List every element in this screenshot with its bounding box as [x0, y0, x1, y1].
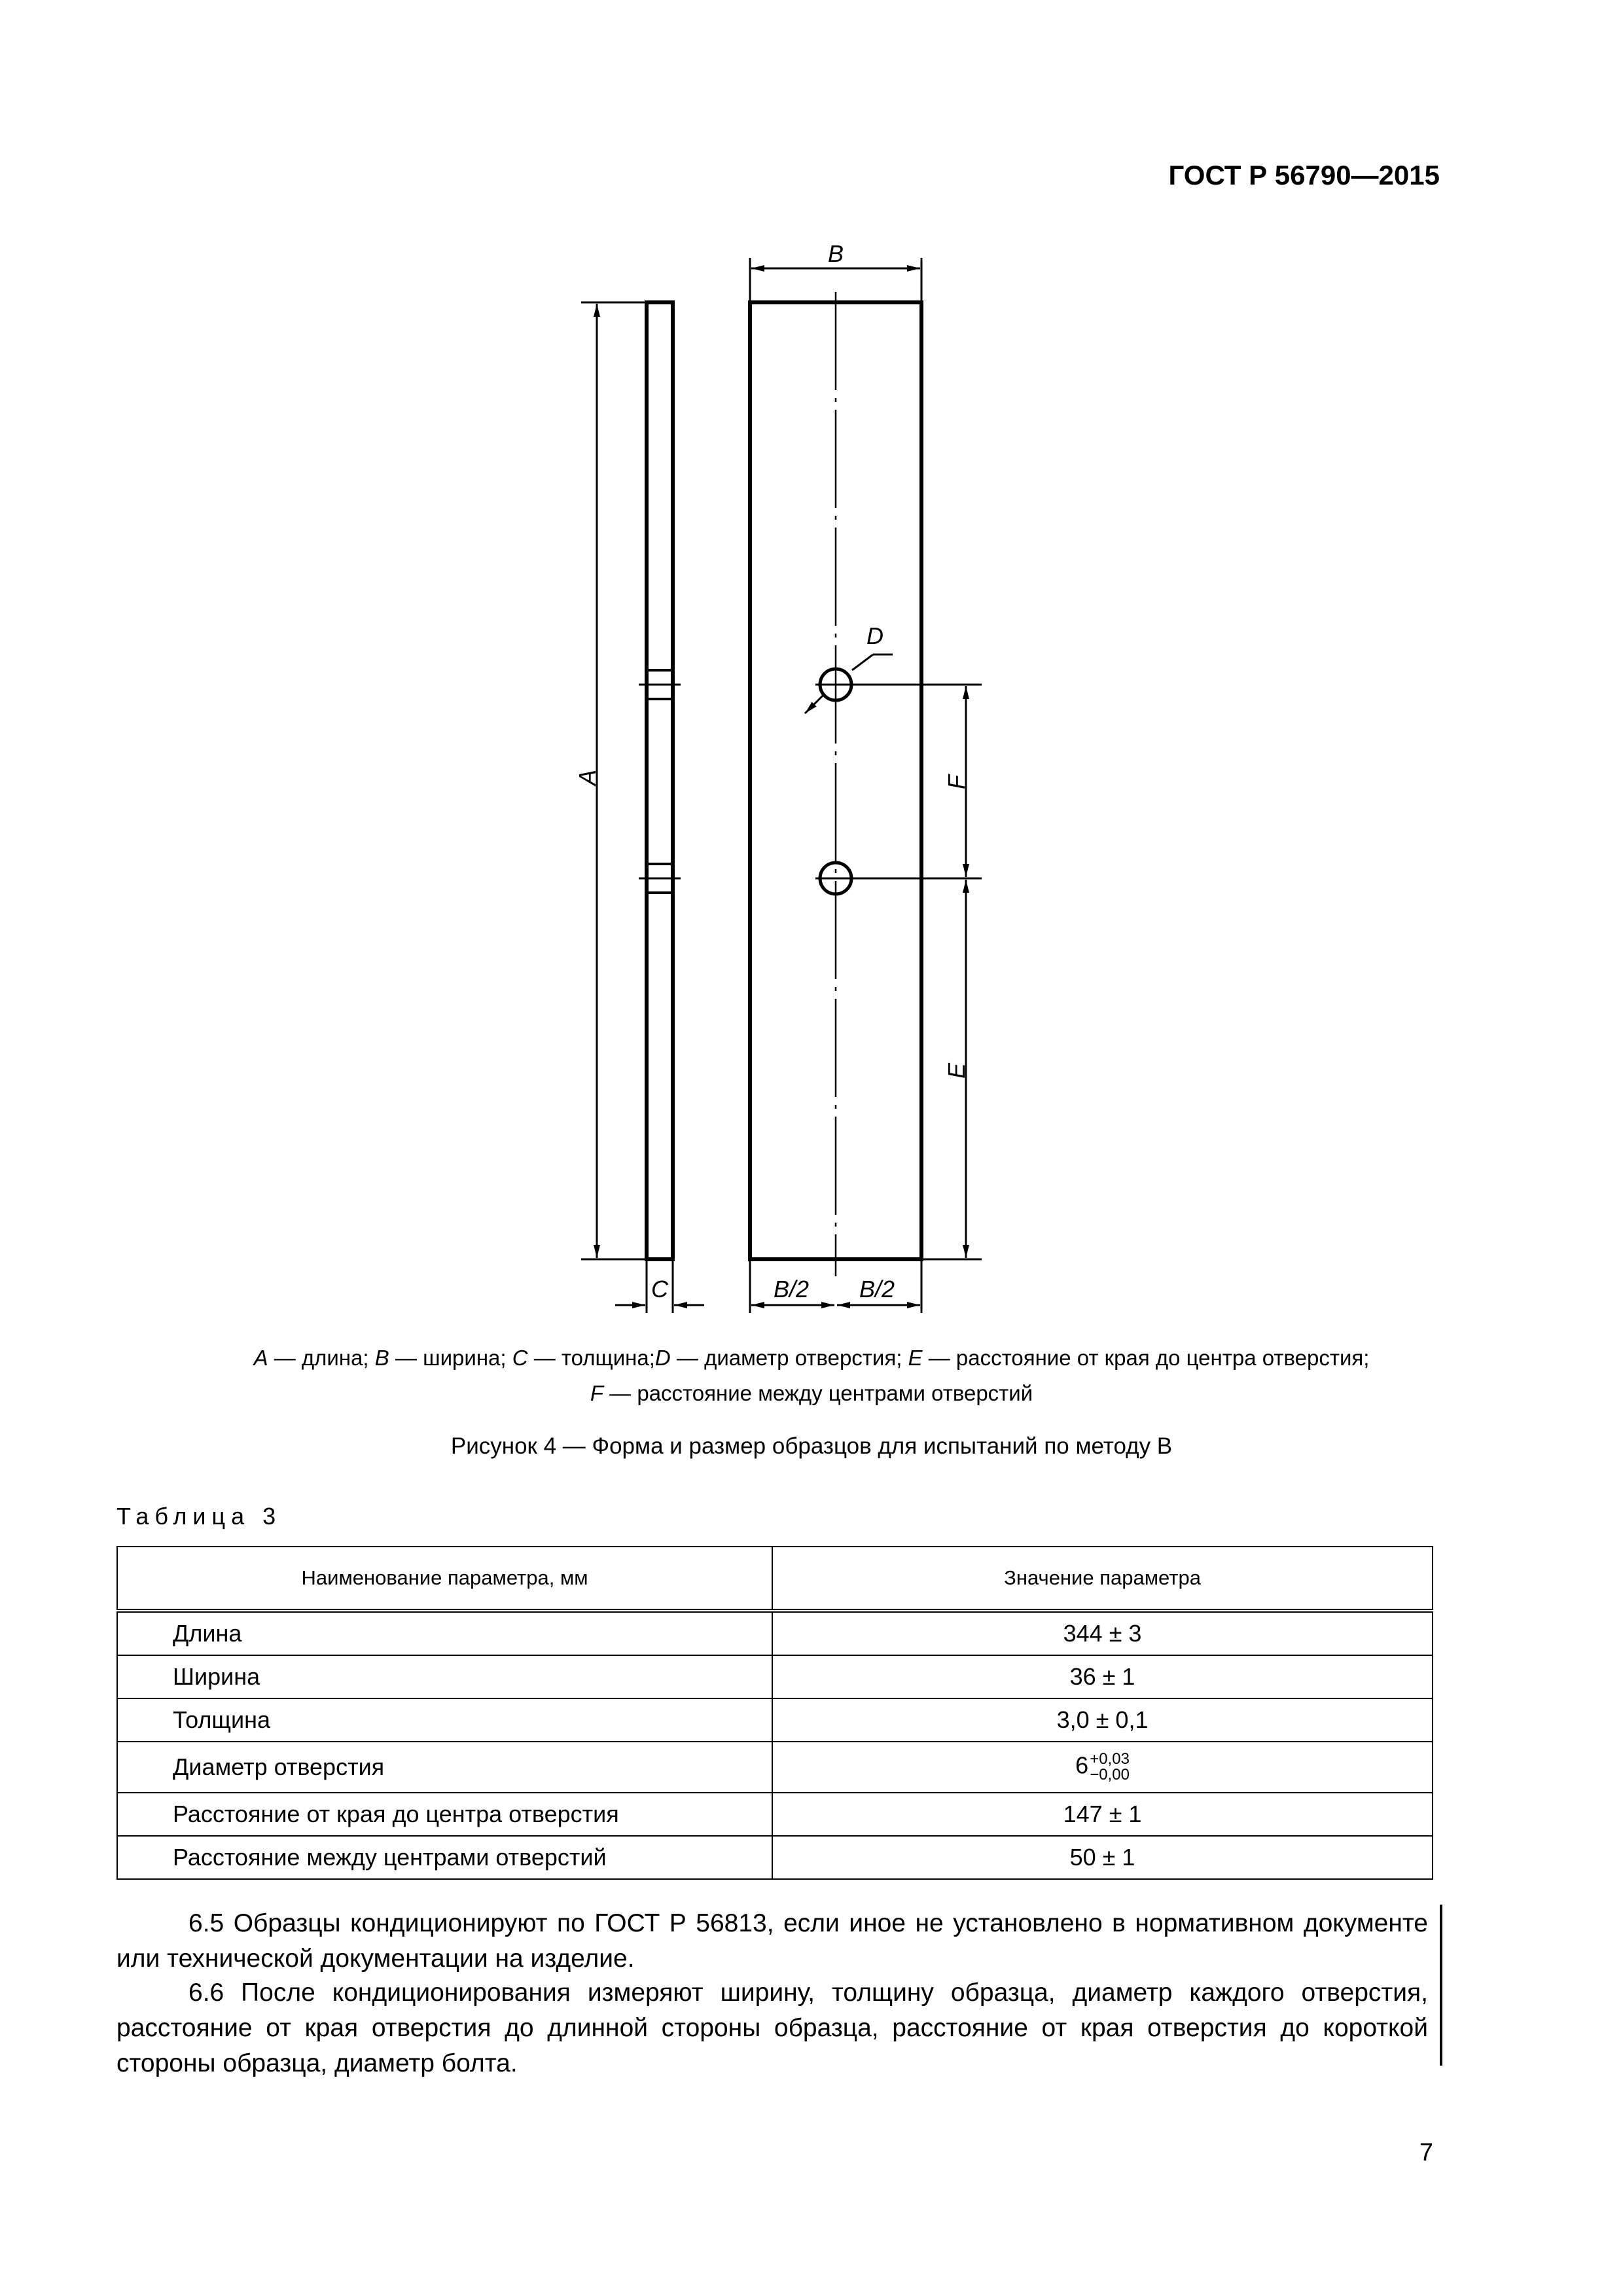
parameter-table	[116, 1546, 1433, 1880]
tolerance-upper: +0,03	[1090, 1750, 1130, 1768]
table-row	[117, 1611, 1433, 1655]
dim-label-b-half-right: B/2	[859, 1276, 895, 1302]
table-row	[117, 1836, 1433, 1879]
page-number: 7	[1419, 2139, 1433, 2166]
legend-text: — расстояние от края до центра отверстия;	[922, 1346, 1370, 1370]
legend-line	[131, 1376, 1492, 1411]
param-value: 147 ± 1	[772, 1793, 1433, 1836]
legend-text: — диаметр отверстия;	[670, 1346, 908, 1370]
param-value	[772, 1742, 1433, 1793]
column-header-value: Значение параметра	[772, 1547, 1433, 1611]
dim-label-c: C	[651, 1276, 668, 1302]
figure-caption: Рисунок 4 — Форма и размер образцов для испытаний по методу В	[450, 1433, 1173, 1459]
param-value: 36 ± 1	[772, 1655, 1433, 1698]
dim-label-d: D	[866, 622, 883, 649]
legend-text: — толщина;	[527, 1346, 655, 1370]
table-row	[117, 1793, 1433, 1836]
side-view	[581, 302, 704, 1313]
table-header-row	[117, 1547, 1433, 1611]
revision-change-bar	[1440, 1905, 1442, 2066]
paragraph-6-5	[116, 1906, 1428, 1977]
dim-label-a: A	[574, 769, 601, 785]
tolerance-lower: −0,00	[1090, 1766, 1130, 1784]
legend-symbol: C	[512, 1346, 528, 1370]
legend-symbol: F	[590, 1381, 603, 1405]
legend-text: — ширина;	[389, 1346, 512, 1370]
param-name: Расстояние между центрами отверстий	[117, 1836, 772, 1879]
paragraph-text: 6.5 Образцы кондиционируют по ГОСТ Р 56813, если иное не установлено в нормативном документе или технической документации на изделие.	[116, 1909, 1428, 1973]
document-header-code: ГОСТ Р 56790—2015	[1168, 160, 1440, 190]
legend-text: — длина;	[268, 1346, 375, 1370]
legend-symbol: E	[908, 1346, 923, 1370]
param-value: 3,0 ± 0,1	[772, 1698, 1433, 1742]
param-value-nominal: 6	[1075, 1751, 1089, 1779]
param-value: 344 ± 3	[772, 1611, 1433, 1655]
param-name: Длина	[117, 1611, 772, 1655]
param-name: Толщина	[117, 1698, 772, 1742]
legend-symbol: A	[253, 1346, 268, 1370]
param-name: Ширина	[117, 1655, 772, 1698]
figure-legend	[131, 1340, 1492, 1411]
param-tolerance	[1090, 1751, 1130, 1783]
table-row	[117, 1655, 1433, 1698]
legend-text: — расстояние между центрами отверстий	[603, 1381, 1033, 1405]
dim-label-e: E	[943, 1062, 970, 1079]
table-label: Таблица 3	[116, 1503, 282, 1530]
legend-symbol: D	[654, 1346, 671, 1370]
dim-label-b: B	[828, 240, 844, 267]
param-name: Диаметр отверстия	[117, 1742, 772, 1793]
dim-label-f: F	[943, 775, 970, 789]
table-row	[117, 1742, 1433, 1793]
param-value: 50 ± 1	[772, 1836, 1433, 1879]
dim-label-b-half-left: B/2	[774, 1276, 810, 1302]
paragraph-6-6	[116, 1975, 1428, 2081]
legend-symbol: B	[374, 1346, 389, 1370]
table-row	[117, 1698, 1433, 1742]
legend-line	[131, 1340, 1492, 1376]
paragraph-text: 6.6 После кондиционирования измеряют ширину, толщину образца, диаметр каждого отверстия, расстояние от края отверстия до длинной стороны образца, расстояние от края отверстия до короткой стороны образца, диаметр болта.	[116, 1979, 1428, 2077]
column-header-parameter: Наименование параметра, мм	[117, 1547, 772, 1611]
param-name: Расстояние от края до центра отверстия	[117, 1793, 772, 1836]
